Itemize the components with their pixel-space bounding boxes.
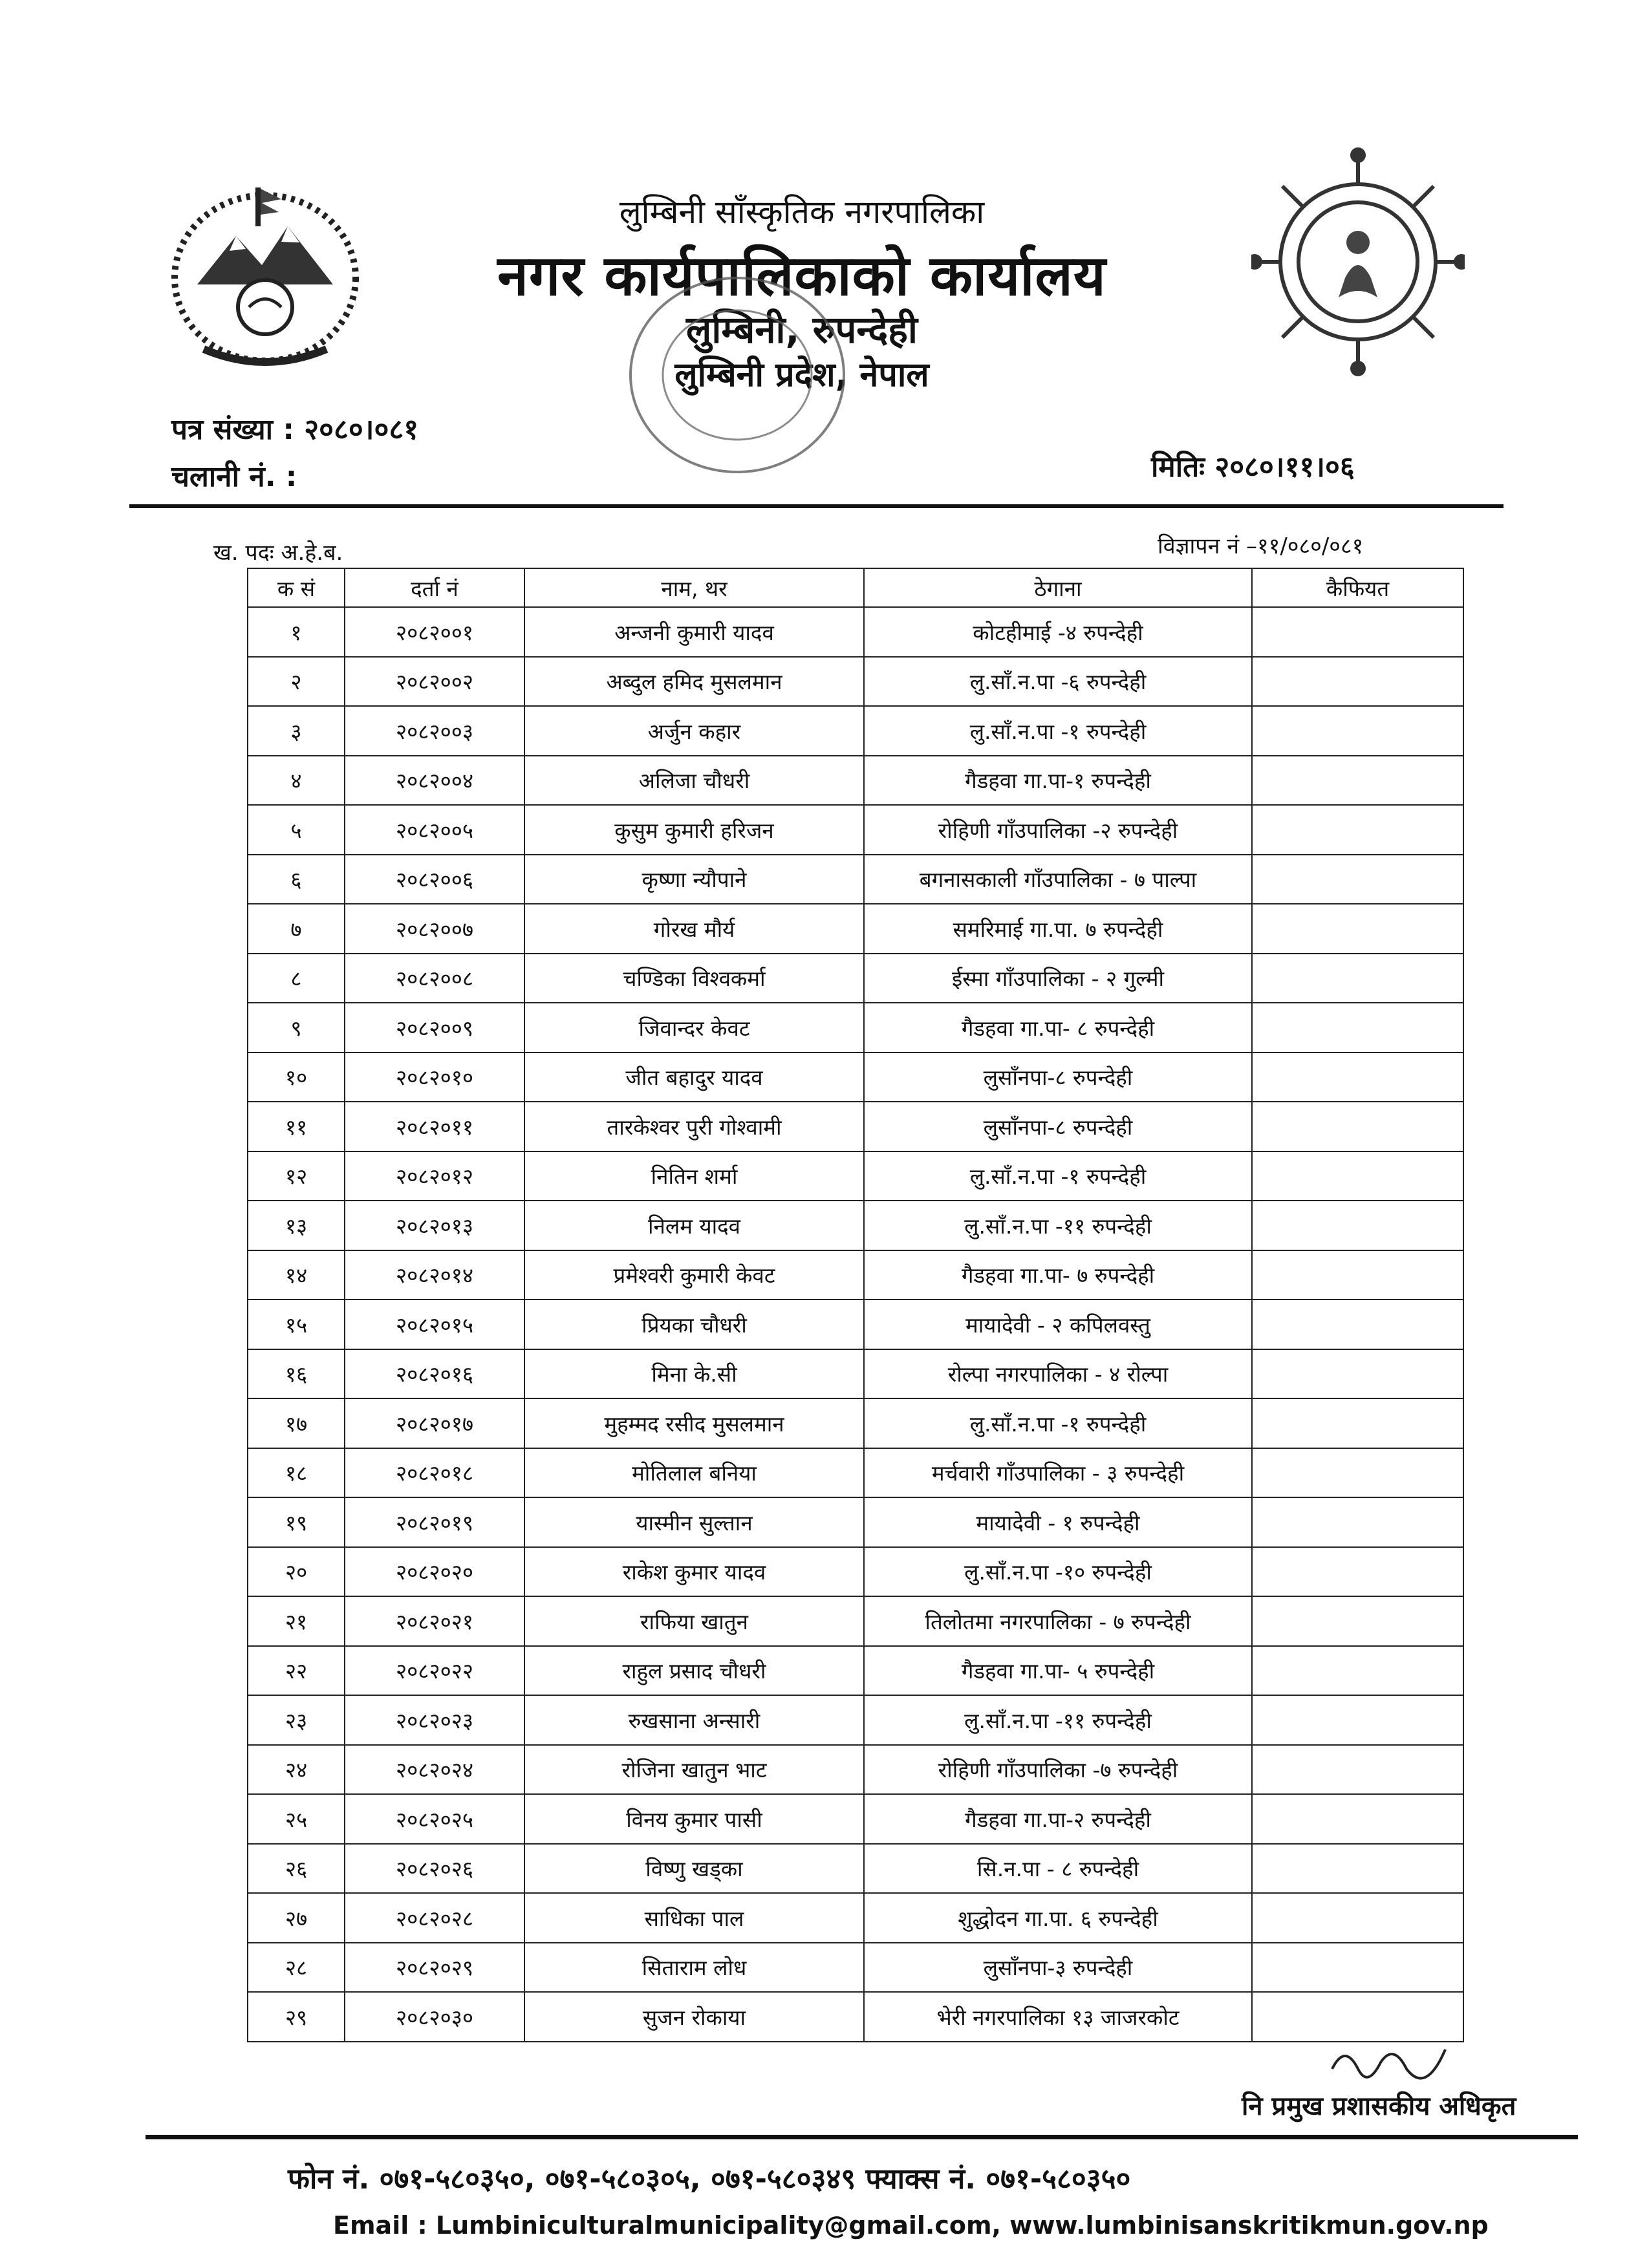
letter-number xyxy=(171,409,418,447)
address-cell: मायादेवी - १ रुपन्देही xyxy=(864,1497,1252,1547)
address-cell: कोटहीमाई -४ रुपन्देही xyxy=(864,607,1252,657)
address-cell: लु.साँ.न.पा -११ रुपन्देही xyxy=(864,1201,1252,1250)
serial-cell: ८ xyxy=(248,954,345,1003)
column-header: कैफियत xyxy=(1252,568,1463,607)
municipality-name: लुम्बिनी साँस्कृतिक नगरपालिका xyxy=(619,193,985,231)
nepal-emblem-icon xyxy=(158,175,372,375)
remarks-cell xyxy=(1252,1300,1463,1349)
registration-cell: २०८२०२२ xyxy=(345,1646,524,1696)
remarks-cell xyxy=(1252,1003,1463,1053)
serial-cell: २९ xyxy=(248,1992,345,2042)
serial-cell: २१ xyxy=(248,1596,345,1646)
registration-cell: २०८२०२० xyxy=(345,1547,524,1597)
address-cell: लुसाँनपा-३ रुपन्देही xyxy=(864,1943,1252,1993)
remarks-cell xyxy=(1252,1349,1463,1399)
remarks-cell xyxy=(1252,1695,1463,1745)
serial-cell: १७ xyxy=(248,1398,345,1448)
address-cell: लुसाँनपा-८ रुपन्देही xyxy=(864,1102,1252,1151)
name-cell: राफिया खातुन xyxy=(524,1596,864,1646)
name-cell: निलम यादव xyxy=(524,1201,864,1250)
remarks-cell xyxy=(1252,1943,1463,1993)
remarks-cell xyxy=(1252,1250,1463,1300)
table-row xyxy=(248,1250,1463,1300)
registration-cell: २०८२०१३ xyxy=(345,1201,524,1250)
column-header: नाम, थर xyxy=(524,568,864,607)
name-cell: तारकेश्वर पुरी गोश्वामी xyxy=(524,1102,864,1151)
address-cell: ईस्मा गाँउपालिका - २ गुल्मी xyxy=(864,954,1252,1003)
address-cell: गैडहवा गा.पा-१ रुपन्देही xyxy=(864,756,1252,806)
table-row xyxy=(248,1646,1463,1696)
remarks-cell xyxy=(1252,954,1463,1003)
name-cell: नितिन शर्मा xyxy=(524,1151,864,1201)
dispatch-number: चलानी नं. : xyxy=(171,460,297,493)
address-cell: रोहिणी गाँउपालिका -२ रुपन्देही xyxy=(864,805,1252,855)
letter-number-label: पत्र संख्या : xyxy=(171,413,294,446)
registration-cell: २०८२०२९ xyxy=(345,1943,524,1993)
registration-cell: २०८२००७ xyxy=(345,904,524,954)
address-cell: सि.न.पा - ८ रुपन्देही xyxy=(864,1844,1252,1894)
table-row xyxy=(248,1596,1463,1646)
registration-cell: २०८२०१४ xyxy=(345,1250,524,1300)
serial-cell: २८ xyxy=(248,1943,345,1993)
remarks-cell xyxy=(1252,1448,1463,1498)
serial-cell: ५ xyxy=(248,805,345,855)
registration-cell: २०८२०२५ xyxy=(345,1794,524,1844)
header-divider xyxy=(129,504,1503,508)
table-row xyxy=(248,1201,1463,1250)
name-cell: मिना के.सी xyxy=(524,1349,864,1399)
table-row xyxy=(248,805,1463,855)
remarks-cell xyxy=(1252,1596,1463,1646)
remarks-cell xyxy=(1252,1794,1463,1844)
table-row xyxy=(248,756,1463,806)
serial-cell: ११ xyxy=(248,1102,345,1151)
serial-cell: १६ xyxy=(248,1349,345,1399)
registration-cell: २०८२०२८ xyxy=(345,1893,524,1943)
name-cell: कृष्णा न्यौपाने xyxy=(524,855,864,904)
remarks-cell xyxy=(1252,1547,1463,1597)
table-row xyxy=(248,1547,1463,1597)
name-cell: साधिका पाल xyxy=(524,1893,864,1943)
serial-cell: १८ xyxy=(248,1448,345,1498)
registration-cell: २०८२००४ xyxy=(345,756,524,806)
serial-cell: २६ xyxy=(248,1844,345,1894)
remarks-cell xyxy=(1252,1398,1463,1448)
name-cell: अन्जनी कुमारी यादव xyxy=(524,607,864,657)
serial-cell: ६ xyxy=(248,855,345,904)
serial-cell: २३ xyxy=(248,1695,345,1745)
footer-email: Email : Lumbiniculturalmunicipality@gmail.com, www.lumbinisanskritikmun.gov.np xyxy=(333,2211,1489,2240)
registration-cell: २०८२०१८ xyxy=(345,1448,524,1498)
address-cell: लुसाँनपा-८ रुपन्देही xyxy=(864,1053,1252,1102)
letter-date-value: २०८०।११।०६ xyxy=(1214,451,1355,484)
table-row xyxy=(248,1102,1463,1151)
serial-cell: २ xyxy=(248,657,345,707)
registration-cell: २०८२००८ xyxy=(345,954,524,1003)
name-cell: सुजन रोकाया xyxy=(524,1992,864,2042)
registration-cell: २०८२०२३ xyxy=(345,1695,524,1745)
address-cell: समरिमाई गा.पा. ७ रुपन्देही xyxy=(864,904,1252,954)
name-cell: अब्दुल हमिद मुसलमान xyxy=(524,657,864,707)
registration-cell: २०८२०१९ xyxy=(345,1497,524,1547)
table-row xyxy=(248,1448,1463,1498)
table-row xyxy=(248,1844,1463,1894)
address-cell: भेरी नगरपालिका १३ जाजरकोट xyxy=(864,1992,1252,2042)
table-row xyxy=(248,1992,1463,2042)
remarks-cell xyxy=(1252,706,1463,756)
table-row xyxy=(248,1398,1463,1448)
remarks-cell xyxy=(1252,1053,1463,1102)
address-cell: शुद्धोदन गा.पा. ६ रुपन्देही xyxy=(864,1893,1252,1943)
remarks-cell xyxy=(1252,1151,1463,1201)
column-header: दर्ता नं xyxy=(345,568,524,607)
serial-cell: २४ xyxy=(248,1745,345,1795)
footer-phone: फोन नं. ०७१-५८०३५०, ०७१-५८०३०५, ०७१-५८०३४९ फ्याक्स नं. ०७१-५८०३५० xyxy=(288,2163,1131,2196)
remarks-cell xyxy=(1252,805,1463,855)
address-cell: गैडहवा गा.पा- ५ रुपन्देही xyxy=(864,1646,1252,1696)
municipality-logo-icon xyxy=(1251,142,1465,381)
remarks-cell xyxy=(1252,1646,1463,1696)
remarks-cell xyxy=(1252,756,1463,806)
name-cell: विष्णु खड्का xyxy=(524,1844,864,1894)
remarks-cell xyxy=(1252,855,1463,904)
serial-cell: ९ xyxy=(248,1003,345,1053)
registration-cell: २०८२००३ xyxy=(345,706,524,756)
serial-cell: १० xyxy=(248,1053,345,1102)
remarks-cell xyxy=(1252,1201,1463,1250)
address-cell: लु.साँ.न.पा -१ रुपन्देही xyxy=(864,706,1252,756)
office-location: लुम्बिनी, रुपन्देही xyxy=(686,308,918,352)
registration-cell: २०८२००१ xyxy=(345,607,524,657)
serial-cell: १४ xyxy=(248,1250,345,1300)
name-cell: प्रमेश्वरी कुमारी केवट xyxy=(524,1250,864,1300)
name-cell: मोतिलाल बनिया xyxy=(524,1448,864,1498)
registration-cell: २०८२०१० xyxy=(345,1053,524,1102)
name-cell: जीत बहादुर यादव xyxy=(524,1053,864,1102)
table-row xyxy=(248,1497,1463,1547)
address-cell: बगनासकाली गाँउपालिका - ७ पाल्पा xyxy=(864,855,1252,904)
address-cell: गैडहवा गा.पा-२ रुपन्देही xyxy=(864,1794,1252,1844)
registration-cell: २०८२००९ xyxy=(345,1003,524,1053)
remarks-cell xyxy=(1252,1745,1463,1795)
registration-cell: २०८२०२१ xyxy=(345,1596,524,1646)
serial-cell: २२ xyxy=(248,1646,345,1696)
registration-cell: २०८२०१५ xyxy=(345,1300,524,1349)
remarks-cell xyxy=(1252,1102,1463,1151)
address-cell: गैडहवा गा.पा- ८ रुपन्देही xyxy=(864,1003,1252,1053)
serial-cell: १९ xyxy=(248,1497,345,1547)
table-row xyxy=(248,904,1463,954)
name-cell: सिताराम लोध xyxy=(524,1943,864,1993)
office-province: लुम्बिनी प्रदेश, नेपाल xyxy=(674,356,929,394)
address-cell: लु.साँ.न.पा -१ रुपन्देही xyxy=(864,1151,1252,1201)
letter-number-value: २०८०।०८१ xyxy=(304,413,419,446)
name-cell: गोरख मौर्य xyxy=(524,904,864,954)
serial-cell: १३ xyxy=(248,1201,345,1250)
serial-cell: ७ xyxy=(248,904,345,954)
registration-cell: २०८२०१७ xyxy=(345,1398,524,1448)
table-row xyxy=(248,706,1463,756)
address-cell: लु.साँ.न.पा -१ रुपन्देही xyxy=(864,1398,1252,1448)
address-cell: मायादेवी - २ कपिलवस्तु xyxy=(864,1300,1252,1349)
table-row xyxy=(248,657,1463,707)
serial-cell: १ xyxy=(248,607,345,657)
address-cell: मर्चवारी गाँउपालिका - ३ रुपन्देही xyxy=(864,1448,1252,1498)
registration-cell: २०८२०३० xyxy=(345,1992,524,2042)
table-row xyxy=(248,1349,1463,1399)
address-cell: तिलोतमा नगरपालिका - ७ रुपन्देही xyxy=(864,1596,1252,1646)
table-row xyxy=(248,1745,1463,1795)
name-cell: मुहम्मद रसीद मुसलमान xyxy=(524,1398,864,1448)
remarks-cell xyxy=(1252,657,1463,707)
address-cell: रोहिणी गाँउपालिका -७ रुपन्देही xyxy=(864,1745,1252,1795)
serial-cell: २५ xyxy=(248,1794,345,1844)
name-cell: अर्जुन कहार xyxy=(524,706,864,756)
registration-cell: २०८२०२४ xyxy=(345,1745,524,1795)
signatory-designation: नि प्रमुख प्रशासकीय अधिकृत xyxy=(1242,2091,1516,2121)
serial-cell: २७ xyxy=(248,1893,345,1943)
table-row xyxy=(248,1151,1463,1201)
address-cell: लु.साँ.न.पा -१० रुपन्देही xyxy=(864,1547,1252,1597)
table-row xyxy=(248,1695,1463,1745)
address-cell: लु.साँ.न.पा -६ रुपन्देही xyxy=(864,657,1252,707)
name-cell: राहुल प्रसाद चौधरी xyxy=(524,1646,864,1696)
name-cell: अलिजा चौधरी xyxy=(524,756,864,806)
address-cell: रोल्पा नगरपालिका - ४ रोल्पा xyxy=(864,1349,1252,1399)
remarks-cell xyxy=(1252,904,1463,954)
registration-cell: २०८२००२ xyxy=(345,657,524,707)
name-cell: रोजिना खातुन भाट xyxy=(524,1745,864,1795)
name-cell: रुखसाना अन्सारी xyxy=(524,1695,864,1745)
name-cell: यास्मीन सुल्तान xyxy=(524,1497,864,1547)
serial-cell: १२ xyxy=(248,1151,345,1201)
serial-cell: ३ xyxy=(248,706,345,756)
table-row xyxy=(248,607,1463,657)
table-row xyxy=(248,1300,1463,1349)
serial-cell: ४ xyxy=(248,756,345,806)
table-row xyxy=(248,954,1463,1003)
registration-cell: २०८२००५ xyxy=(345,805,524,855)
table-row xyxy=(248,1003,1463,1053)
registration-cell: २०८२०११ xyxy=(345,1102,524,1151)
table-header-row xyxy=(248,568,1463,607)
name-cell: चण्डिका विश्वकर्मा xyxy=(524,954,864,1003)
remarks-cell xyxy=(1252,1497,1463,1547)
applicant-table xyxy=(247,568,1464,2042)
remarks-cell xyxy=(1252,1844,1463,1894)
name-cell: कुसुम कुमारी हरिजन xyxy=(524,805,864,855)
address-cell: गैडहवा गा.पा- ७ रुपन्देही xyxy=(864,1250,1252,1300)
name-cell: विनय कुमार पासी xyxy=(524,1794,864,1844)
footer-divider xyxy=(146,2135,1578,2139)
remarks-cell xyxy=(1252,1893,1463,1943)
column-header: ठेगाना xyxy=(864,568,1252,607)
name-cell: राकेश कुमार यादव xyxy=(524,1547,864,1597)
address-cell: लु.साँ.न.पा -११ रुपन्देही xyxy=(864,1695,1252,1745)
table-row xyxy=(248,1794,1463,1844)
letter-date xyxy=(1151,446,1355,485)
office-stamp-icon xyxy=(621,268,854,482)
letter-date-label: मितिः xyxy=(1151,451,1205,484)
registration-cell: २०८२०१६ xyxy=(345,1349,524,1399)
registration-cell: २०८२०२६ xyxy=(345,1844,524,1894)
name-cell: प्रियका चौधरी xyxy=(524,1300,864,1349)
notice-number: विज्ञापन नं –११/०८०/०८१ xyxy=(1158,533,1364,559)
table-row xyxy=(248,1943,1463,1993)
table-row xyxy=(248,855,1463,904)
registration-cell: २०८२००६ xyxy=(345,855,524,904)
table-row xyxy=(248,1893,1463,1943)
post-label: ख. पदः अ.हे.ब. xyxy=(213,540,343,566)
remarks-cell xyxy=(1252,607,1463,657)
serial-cell: १५ xyxy=(248,1300,345,1349)
column-header: क सं xyxy=(248,568,345,607)
serial-cell: २० xyxy=(248,1547,345,1597)
office-title: नगर कार्यपालिकाको कार्यालय xyxy=(497,244,1106,308)
name-cell: जिवान्दर केवट xyxy=(524,1003,864,1053)
registration-cell: २०८२०१२ xyxy=(345,1151,524,1201)
table-row xyxy=(248,1053,1463,1102)
